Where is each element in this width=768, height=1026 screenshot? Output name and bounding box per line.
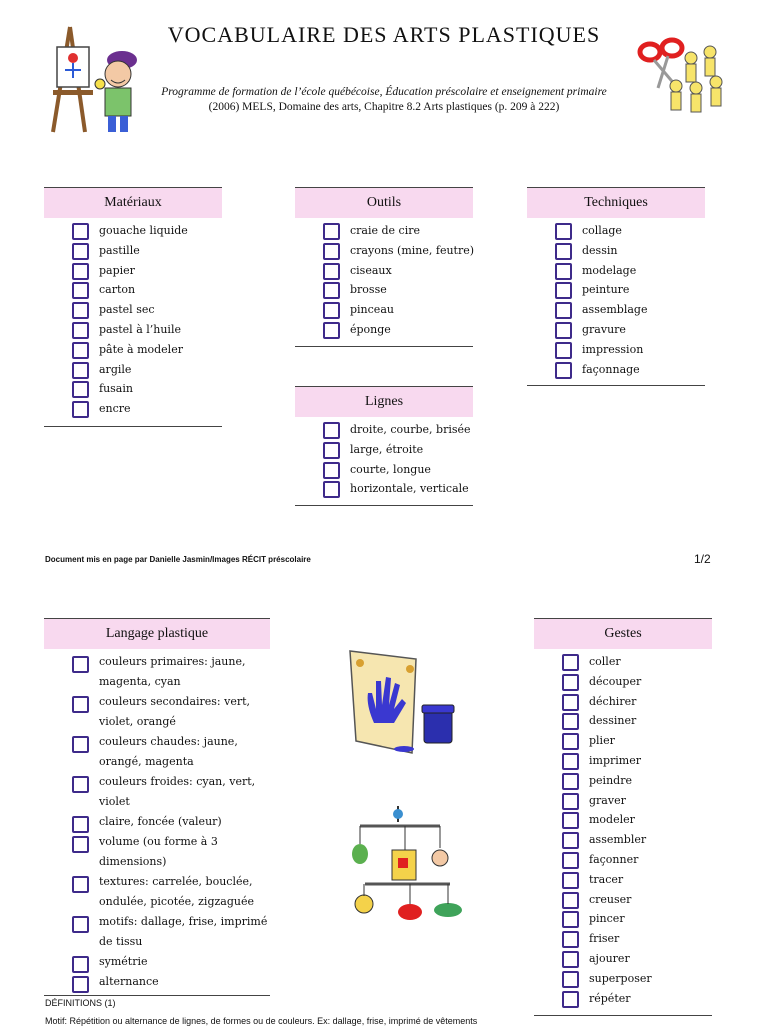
checkbox[interactable]	[562, 694, 579, 711]
checkbox[interactable]	[323, 322, 340, 339]
checklist-item-label: plier	[589, 734, 615, 748]
checklist-item	[534, 751, 712, 771]
lignes-header: Lignes	[295, 386, 473, 417]
checkbox[interactable]	[323, 481, 340, 498]
gestes-header: Gestes	[534, 618, 712, 649]
checklist-item-label: coller	[589, 655, 621, 668]
checkbox[interactable]	[323, 223, 340, 240]
checklist-item	[44, 692, 270, 732]
checklist-item	[534, 810, 712, 830]
checklist-item	[295, 440, 473, 460]
checklist-item-label: collage	[582, 224, 622, 237]
page-number: 1/2	[694, 552, 711, 566]
checkbox[interactable]	[72, 322, 89, 339]
checkbox[interactable]	[562, 852, 579, 869]
checkbox[interactable]	[562, 654, 579, 671]
checklist-item-label: fusain	[99, 382, 133, 396]
checkbox[interactable]	[555, 223, 572, 240]
checklist-item	[534, 870, 712, 890]
materiaux-header: Matériaux	[44, 187, 222, 218]
outils-header: Outils	[295, 187, 473, 218]
checklist-item-label: motifs: dallage, frise, imprimé de tissu	[99, 915, 268, 948]
checklist-item-label: peinture	[582, 283, 630, 297]
checklist-item	[295, 241, 473, 261]
checkbox[interactable]	[562, 674, 579, 691]
checklist-item-label: éponge	[350, 322, 391, 336]
checklist-item-label: découper	[589, 674, 642, 688]
checklist-item	[527, 241, 705, 261]
checklist-item	[44, 340, 222, 360]
checklist-item	[44, 360, 222, 380]
checklist-item	[534, 652, 712, 672]
checkbox[interactable]	[72, 401, 89, 418]
checklist-item	[295, 460, 473, 480]
subtitle-program: Programme de formation de l’école québécoise, Éducation préscolaire et enseignement primaire	[161, 86, 607, 98]
hand-painting-clipart	[346, 645, 462, 757]
checklist-item-label: pinceau	[350, 303, 394, 317]
checklist-item	[527, 300, 705, 320]
checkbox[interactable]	[562, 971, 579, 988]
checklist-item	[44, 652, 270, 692]
checkbox[interactable]	[72, 976, 89, 993]
checklist-item-label: textures: carrelée, bouclée, ondulée, picotée, zigzaguée	[99, 875, 254, 908]
checklist-item-label: horizontale, verticale	[350, 482, 469, 496]
checklist-item-label: gouache liquide	[99, 224, 188, 237]
checkbox[interactable]	[562, 911, 579, 928]
checkbox[interactable]	[562, 733, 579, 750]
checkbox[interactable]	[72, 876, 89, 893]
checkbox[interactable]	[72, 836, 89, 853]
checklist-item	[44, 952, 270, 972]
checkbox[interactable]	[562, 713, 579, 730]
checklist-item-label: pastille	[99, 243, 140, 257]
checklist-item	[534, 791, 712, 811]
materiaux-list	[44, 218, 222, 419]
materiaux-section	[44, 187, 222, 427]
checklist-item-label: pastel sec	[99, 303, 155, 317]
checklist-item-label: impression	[582, 342, 644, 356]
checklist-item-label: répéter	[589, 991, 631, 1005]
checklist-item-label: pincer	[589, 912, 625, 926]
checklist-item-label: carton	[99, 283, 136, 297]
lignes-section	[295, 386, 473, 506]
checklist-item	[44, 912, 270, 952]
checklist-item-label: crayons (mine, feutre)	[350, 243, 475, 257]
checkbox[interactable]	[72, 302, 89, 319]
checklist-item	[534, 692, 712, 712]
checklist-item	[534, 909, 712, 929]
checklist-item-label: façonner	[589, 852, 639, 866]
checklist-item	[527, 261, 705, 281]
checklist-item-label: couleurs secondaires: vert, violet, orangé	[99, 695, 251, 728]
checklist-item-label: creuser	[589, 892, 632, 906]
checkbox[interactable]	[562, 872, 579, 889]
checklist-item	[44, 772, 270, 812]
checklist-item-label: façonnage	[582, 362, 640, 376]
checkbox[interactable]	[323, 462, 340, 479]
checklist-item	[534, 850, 712, 870]
checklist-item	[527, 280, 705, 300]
checklist-item	[44, 320, 222, 340]
checkbox[interactable]	[323, 422, 340, 439]
checklist-item-label: ajourer	[589, 951, 630, 965]
checklist-item-label: ciseaux	[350, 263, 392, 277]
checklist-item-label: friser	[589, 932, 620, 946]
checklist-item	[534, 830, 712, 850]
checkbox[interactable]	[555, 263, 572, 280]
checklist-item-label: déchirer	[589, 694, 637, 708]
techniques-header: Techniques	[527, 187, 705, 218]
checkbox[interactable]	[562, 753, 579, 770]
checklist-item-label: volume (ou forme à 3 dimensions)	[99, 835, 218, 868]
checklist-item-label: brosse	[350, 283, 387, 297]
checkbox[interactable]	[72, 696, 89, 713]
checkbox[interactable]	[72, 776, 89, 793]
checklist-item-label: gravure	[582, 322, 626, 336]
checklist-item	[295, 300, 473, 320]
checklist-item	[44, 300, 222, 320]
checklist-item	[295, 261, 473, 281]
checklist-item	[44, 972, 270, 992]
checklist-item	[527, 221, 705, 241]
checklist-item-label: craie de cire	[350, 224, 420, 237]
checklist-item-label: dessiner	[589, 714, 637, 728]
checklist-item	[534, 711, 712, 731]
checklist-item-label: alternance	[99, 975, 159, 988]
checklist-item-label: encre	[99, 402, 131, 416]
checklist-item-label: pâte à modeler	[99, 342, 183, 356]
checkbox[interactable]	[562, 951, 579, 968]
checkbox[interactable]	[562, 812, 579, 829]
checklist-item	[534, 731, 712, 751]
checkbox[interactable]	[555, 342, 572, 359]
checklist-item-label: couleurs chaudes: jaune, orangé, magenta	[99, 735, 238, 768]
checkbox[interactable]	[555, 302, 572, 319]
checklist-item-label: couleurs primaires: jaune, magenta, cyan	[99, 655, 246, 688]
checkbox[interactable]	[72, 223, 89, 240]
checklist-item-label: tracer	[589, 872, 624, 886]
checkbox[interactable]	[555, 362, 572, 379]
checkbox[interactable]	[72, 342, 89, 359]
checklist-item-label: imprimer	[589, 753, 641, 767]
checklist-item-label: graver	[589, 793, 626, 807]
checklist-item-label: modelage	[582, 263, 637, 277]
page-title: VOCABULAIRE DES ARTS PLASTIQUES	[167, 22, 601, 47]
checklist-item-label: claire, foncée (valeur)	[99, 815, 222, 828]
mobile-clipart	[350, 804, 470, 926]
checklist-item	[534, 929, 712, 949]
checklist-item	[534, 672, 712, 692]
checklist-item-label: pastel à l’huile	[99, 322, 181, 336]
checkbox[interactable]	[562, 892, 579, 909]
checklist-item	[44, 261, 222, 281]
checkbox[interactable]	[72, 656, 89, 673]
checkbox[interactable]	[72, 816, 89, 833]
checklist-item	[534, 969, 712, 989]
techniques-list	[527, 218, 705, 379]
checklist-item-label: assembler	[589, 833, 647, 847]
checklist-item	[44, 241, 222, 261]
checkbox[interactable]	[555, 282, 572, 299]
checklist-item-label: large, étroite	[350, 442, 424, 456]
checklist-item-label: dessin	[582, 243, 618, 257]
checklist-item	[295, 479, 473, 499]
checkbox[interactable]	[72, 282, 89, 299]
checkbox[interactable]	[72, 243, 89, 260]
checkbox[interactable]	[562, 832, 579, 849]
checkbox[interactable]	[562, 773, 579, 790]
langage-plastique-section	[44, 618, 270, 996]
checkbox[interactable]	[72, 362, 89, 379]
checklist-item-label: symétrie	[99, 955, 148, 968]
gestes-section	[534, 618, 712, 1016]
checkbox[interactable]	[72, 263, 89, 280]
definitions-title: DÉFINITIONS (1)	[45, 998, 116, 1008]
checklist-item	[295, 280, 473, 300]
checkbox[interactable]	[323, 442, 340, 459]
checklist-item-label: peindre	[589, 773, 632, 787]
lignes-list	[295, 417, 473, 499]
checkbox[interactable]	[323, 243, 340, 260]
checklist-item	[44, 812, 270, 832]
checkbox[interactable]	[323, 282, 340, 299]
checklist-item	[534, 949, 712, 969]
checklist-item	[44, 832, 270, 872]
checklist-item	[44, 280, 222, 300]
checklist-item-label: droite, courbe, brisée	[350, 423, 471, 436]
document-credit: Document mis en page par Danielle Jasmin/Images RÉCIT préscolaire	[45, 555, 311, 564]
scissors-paper-dolls-clipart	[636, 36, 728, 122]
checklist-item	[534, 771, 712, 791]
checklist-item	[44, 379, 222, 399]
checkbox[interactable]	[72, 381, 89, 398]
checkbox[interactable]	[323, 302, 340, 319]
checkbox[interactable]	[562, 931, 579, 948]
checklist-item-label: papier	[99, 263, 135, 277]
checklist-item-label: courte, longue	[350, 462, 431, 476]
checklist-item	[534, 989, 712, 1009]
techniques-section	[527, 187, 705, 386]
checkbox[interactable]	[72, 916, 89, 933]
langage-plastique-list	[44, 649, 270, 992]
checkbox[interactable]	[555, 243, 572, 260]
checklist-item	[527, 360, 705, 380]
outils-list	[295, 218, 473, 340]
checkbox[interactable]	[555, 322, 572, 339]
checkbox[interactable]	[72, 736, 89, 753]
checklist-item-label: couleurs froides: cyan, vert, violet	[99, 775, 256, 808]
checklist-item	[527, 320, 705, 340]
checkbox[interactable]	[72, 956, 89, 973]
checklist-item	[527, 340, 705, 360]
definitions-text: Motif: Répétition ou alternance de lignes, de formes ou de couleurs. Ex: dallage, frise, imprimé de vêtements	[45, 1016, 478, 1026]
gestes-list	[534, 649, 712, 1008]
checklist-item	[44, 221, 222, 241]
checklist-item	[534, 890, 712, 910]
checklist-item	[295, 420, 473, 440]
subtitle-reference: (2006) MELS, Domaine des arts, Chapitre 8.2 Arts plastiques (p. 209 à 222)	[208, 101, 560, 113]
outils-section	[295, 187, 473, 347]
checkbox[interactable]	[323, 263, 340, 280]
checklist-item-label: assemblage	[582, 303, 648, 317]
checkbox[interactable]	[562, 991, 579, 1008]
checklist-item-label: superposer	[589, 971, 652, 985]
checklist-item	[295, 320, 473, 340]
checklist-item-label: argile	[99, 362, 132, 376]
checklist-item	[44, 399, 222, 419]
checklist-item	[295, 221, 473, 241]
langage-plastique-header: Langage plastique	[44, 618, 270, 649]
checklist-item	[44, 872, 270, 912]
checkbox[interactable]	[562, 793, 579, 810]
painter-clipart	[45, 22, 140, 137]
checklist-item	[44, 732, 270, 772]
checklist-item-label: modeler	[589, 813, 635, 827]
